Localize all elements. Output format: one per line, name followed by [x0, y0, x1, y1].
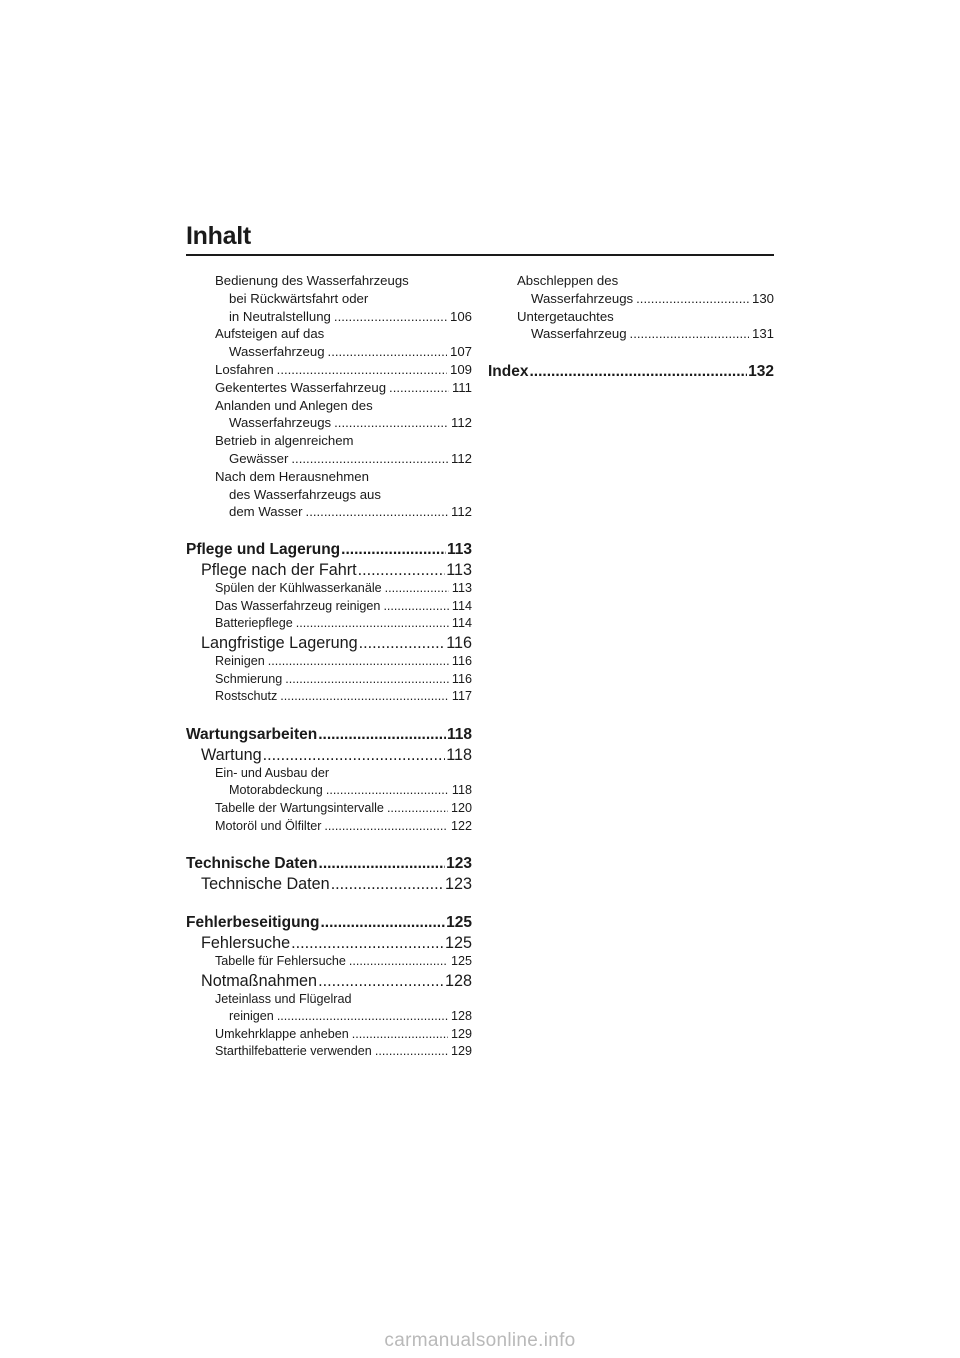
leader-dots: [263, 745, 446, 765]
chapter-entry[interactable]: [186, 854, 472, 874]
toc-entry-page: 113: [446, 561, 472, 580]
spacer: [186, 521, 472, 540]
toc-item: [186, 688, 472, 706]
toc-entry[interactable]: [186, 450, 472, 468]
toc-item: [186, 765, 472, 800]
toc-item: [186, 671, 472, 689]
spacer: [186, 706, 472, 725]
chapter-entry[interactable]: [186, 913, 472, 933]
leader-dots: [383, 598, 448, 616]
toc-entry-line: Jeteinlass und Flügelrad: [215, 991, 352, 1006]
leader-dots: [385, 580, 449, 598]
leader-dots: [321, 913, 446, 933]
leader-dots: [318, 971, 444, 991]
toc-entry-page: 114: [451, 598, 472, 613]
section-entry[interactable]: [186, 745, 472, 765]
leader-dots: [285, 671, 449, 689]
leader-dots: [529, 362, 747, 382]
toc-item: [186, 468, 472, 521]
toc-item: [488, 308, 774, 344]
toc-entry-label: Umkehrklappe anheben: [215, 1026, 349, 1041]
toc-entry-label: Das Wasserfahrzeug reinigen: [215, 598, 381, 613]
toc-item: [186, 580, 472, 598]
toc-entry[interactable]: [186, 688, 472, 706]
section-entry[interactable]: [186, 933, 472, 953]
toc-entry-label: Gekentertes Wasserfahrzeug: [215, 379, 387, 395]
toc-entry-line: Abschleppen des: [517, 273, 619, 288]
toc-item: [186, 325, 472, 361]
toc-entry-page: 125: [450, 954, 472, 969]
leader-dots: [328, 343, 447, 361]
toc-entry[interactable]: [186, 1008, 472, 1026]
toc-entry-page: 116: [451, 653, 472, 668]
toc-entry[interactable]: [186, 580, 472, 598]
toc-item: [186, 953, 472, 971]
toc-item: [186, 1043, 472, 1061]
toc-entry[interactable]: [186, 598, 472, 616]
toc-entry-label: in Neutralstellung: [229, 308, 331, 324]
toc-entry-page: 116: [446, 633, 472, 652]
toc-entry-label: Technische Daten: [201, 875, 330, 894]
toc-entry-line: Nach dem Herausnehmen: [215, 468, 369, 484]
toc-entry-label: Wartungsarbeiten: [186, 725, 318, 743]
watermark: carmanualsonline.info: [384, 1330, 576, 1351]
toc-entry[interactable]: [186, 414, 472, 432]
toc-entry-page: 118: [446, 745, 472, 764]
toc-entry-page: 120: [450, 800, 472, 815]
toc-entry-page: 107: [449, 344, 472, 360]
toc-entry[interactable]: [186, 818, 472, 836]
toc-entry-line: bei Rückwärtsfahrt oder: [229, 290, 369, 306]
leader-dots: [291, 450, 448, 468]
leader-dots: [296, 615, 449, 633]
toc-entry[interactable]: [186, 671, 472, 689]
toc-entry[interactable]: [186, 782, 472, 800]
leader-dots: [331, 874, 444, 894]
toc-item: [186, 653, 472, 671]
toc-entry-label: Pflege nach der Fahrt: [201, 561, 357, 580]
toc-entry-page: 128: [444, 971, 472, 990]
toc-entry-label: Wasserfahrzeugs: [531, 290, 634, 306]
toc-entry[interactable]: [186, 800, 472, 818]
toc-entry-label: Tabelle der Wartungsintervalle: [215, 800, 384, 815]
toc-entry-page: 123: [446, 855, 472, 873]
page-title: Inhalt: [186, 222, 251, 250]
leader-dots: [359, 633, 446, 653]
chapter-entry[interactable]: [186, 725, 472, 745]
toc-entry[interactable]: [186, 361, 472, 379]
toc-entry-line: Betrieb in algenreichem: [215, 433, 354, 449]
toc-entry-label: Reinigen: [215, 653, 265, 668]
toc-entry[interactable]: [186, 1026, 472, 1044]
toc-entry-label: Index: [488, 363, 529, 381]
toc-entry[interactable]: [186, 1043, 472, 1061]
toc-column-left: [186, 272, 472, 1061]
toc-entry-label: Technische Daten: [186, 855, 318, 873]
toc-entry-page: 111: [451, 379, 472, 395]
leader-dots: [319, 854, 446, 874]
toc-entry-page: 125: [444, 934, 472, 953]
toc-entry-page: 117: [451, 689, 472, 704]
toc-entry[interactable]: [186, 379, 472, 397]
toc-item: [186, 272, 472, 325]
leader-dots: [334, 308, 447, 326]
toc-entry-page: 123: [444, 875, 472, 894]
leader-dots: [326, 782, 449, 800]
toc-item: [186, 1026, 472, 1044]
toc-entry-label: Batteriepflege: [215, 616, 293, 631]
leader-dots: [277, 1008, 448, 1026]
toc-entry-label: Starthilfebatterie verwenden: [215, 1044, 372, 1059]
toc-entry-label: Wasserfahrzeug: [229, 344, 325, 360]
toc-entry-page: 116: [451, 671, 472, 686]
toc-entry-label: Fehlerbeseitigung: [186, 914, 320, 932]
toc-entry-page: 125: [446, 914, 472, 932]
toc-entry-page: 114: [451, 616, 472, 631]
toc-entry-label: Losfahren: [215, 361, 274, 377]
toc-entry-label: Notmaßnahmen: [201, 971, 318, 990]
spacer: [186, 894, 472, 913]
toc-column-right: [488, 272, 774, 382]
toc-entry-page: 128: [450, 1009, 472, 1024]
toc-entry-label: reinigen: [229, 1009, 274, 1024]
toc-entry[interactable]: [186, 343, 472, 361]
toc-entry-page: 132: [748, 363, 774, 381]
toc-entry-page: 113: [451, 581, 472, 596]
toc-entry-page: 113: [446, 541, 472, 559]
toc-entry-page: 106: [449, 308, 472, 324]
toc-entry-label: Langfristige Lagerung: [201, 633, 358, 652]
leader-dots: [636, 290, 749, 308]
toc-entry-page: 122: [450, 818, 472, 833]
section-entry[interactable]: [186, 874, 472, 894]
leader-dots: [349, 953, 448, 971]
toc-entry-page: 129: [450, 1026, 472, 1041]
toc-entry-page: 118: [451, 783, 472, 798]
toc-entry-label: Spülen der Kühlwasserkanäle: [215, 581, 382, 596]
toc-entry[interactable]: [186, 615, 472, 633]
toc-entry-page: 129: [450, 1044, 472, 1059]
toc-entry-label: Wartung: [201, 745, 262, 764]
toc-entry-label: dem Wasser: [229, 504, 303, 520]
section-entry[interactable]: [186, 633, 472, 653]
toc-entry-label: Fehlersuche: [201, 934, 291, 953]
leader-dots: [324, 818, 448, 836]
toc-entry-label: Wasserfahrzeug: [531, 326, 627, 342]
toc-entry-page: 130: [751, 290, 774, 306]
leader-dots: [306, 503, 448, 521]
leader-dots: [334, 414, 448, 432]
toc-item: [186, 800, 472, 818]
toc-entry-label: Schmierung: [215, 671, 283, 686]
toc-entry-page: 109: [449, 361, 472, 377]
toc-entry-line: des Wasserfahrzeugs aus: [229, 486, 381, 502]
toc-entry[interactable]: [186, 653, 472, 671]
leader-dots: [268, 653, 449, 671]
spacer: [186, 835, 472, 854]
toc-entry-label: Motorabdeckung: [229, 783, 323, 798]
toc-entry-line: Bedienung des Wasserfahrzeugs: [215, 273, 409, 288]
toc-entry[interactable]: [186, 953, 472, 971]
leader-dots: [277, 361, 447, 379]
leader-dots: [358, 560, 446, 580]
toc-entry-line: Ein- und Ausbau der: [215, 765, 330, 780]
toc-item: [186, 615, 472, 633]
toc-item: [186, 818, 472, 836]
section-entry[interactable]: [186, 560, 472, 580]
section-entry[interactable]: [186, 971, 472, 991]
toc-entry-page: 112: [450, 504, 472, 520]
toc-entry-line: Untergetauchtes: [517, 308, 614, 324]
spacer: [488, 343, 774, 362]
toc-entry-label: Gewässer: [229, 450, 289, 466]
leader-dots: [318, 725, 446, 745]
toc-item: [186, 432, 472, 468]
toc-entry[interactable]: [488, 325, 774, 343]
chapter-entry[interactable]: [186, 540, 472, 560]
leader-dots: [387, 800, 448, 818]
toc-entry-line: Anlanden und Anlegen des: [215, 397, 373, 413]
toc-entry-label: Pflege und Lagerung: [186, 541, 341, 559]
leader-dots: [280, 688, 449, 706]
toc-entry-line: Aufsteigen auf das: [215, 326, 325, 342]
toc-item: [186, 361, 472, 379]
leader-dots: [630, 325, 749, 343]
toc-entry-page: 118: [446, 725, 472, 743]
toc-entry-label: Motoröl und Ölfilter: [215, 818, 322, 833]
leader-dots: [341, 540, 446, 560]
toc-item: [186, 379, 472, 397]
leader-dots: [375, 1043, 448, 1061]
leader-dots: [389, 379, 449, 397]
toc-item: [186, 991, 472, 1026]
leader-dots: [291, 933, 444, 953]
toc-entry-label: Rostschutz: [215, 689, 278, 704]
toc-entry[interactable]: [186, 503, 472, 521]
toc-entry-label: Tabelle für Fehlersuche: [215, 954, 346, 969]
toc-item: [488, 272, 774, 308]
toc-entry-page: 112: [450, 450, 472, 466]
toc-entry[interactable]: [488, 290, 774, 308]
index-entry[interactable]: [488, 362, 774, 382]
title-rule: [186, 254, 774, 256]
toc-entry-page: 112: [450, 415, 472, 431]
leader-dots: [352, 1026, 448, 1044]
toc-item: [186, 397, 472, 433]
toc-item: [186, 598, 472, 616]
toc-entry-label: Wasserfahrzeugs: [229, 415, 332, 431]
toc-entry[interactable]: [186, 308, 472, 326]
toc-entry-page: 131: [751, 326, 774, 342]
